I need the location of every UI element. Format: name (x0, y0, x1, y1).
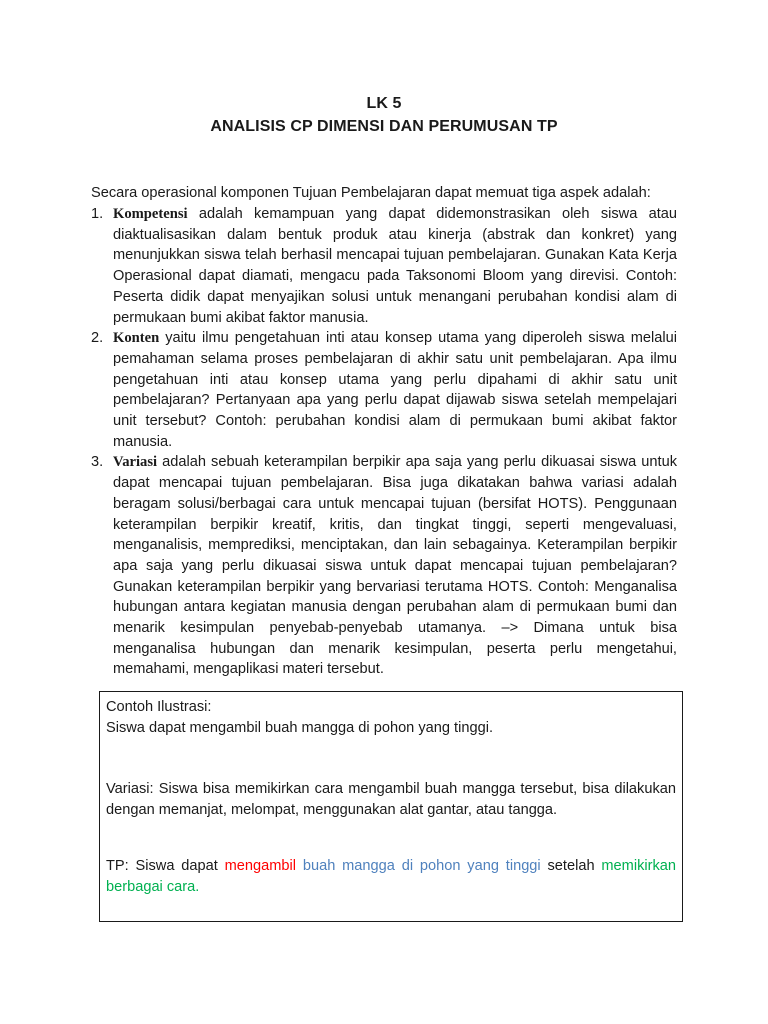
tp-competence: mengambil (224, 857, 297, 874)
list-item-kompetensi (91, 204, 677, 328)
list-item-text (113, 328, 677, 452)
term-kompetensi: Kompetensi (113, 206, 188, 222)
illustration-tp (106, 856, 676, 897)
spacer (106, 821, 676, 856)
tp-content: buah mangga di pohon yang tinggi (302, 857, 541, 874)
aspect-list (91, 204, 677, 680)
term-variasi: Variasi (113, 454, 158, 471)
illustration-variation: Variasi: Siswa bisa memikirkan cara mengambil buah mangga tersebut, bisa dilakukan dengan memanjat, melompat, menggunakan alat gantar, atau tangga. (106, 781, 676, 819)
list-number: 2. (91, 330, 104, 347)
definition-variasi: adalah sebuah keterampilan berpikir apa saja yang perlu dikuasai siswa untuk dapat mencapai tujuan pembelajaran. Bisa juga dikatakan bahwa variasi adalah beragam solusi/berbagai cara untuk mencapai tujuan (bersifat HOTS). Penggunaan keterampilan berpikir kreatif, kritis, dan tingkat tinggi, seperti mengevaluasi, menganalisis, memprediksi, menciptakan, dan lain sebagainya. Keterampilan berpikir apa saja yang perlu dikuasai siswa untuk dapat mencapai tujuan pembelajaran? Gunakan keterampilan berpikir yang bervariasi terutama HOTS. Contoh: Menganalisa hubungan antara kegiatan manusia dengan perubahan alam di permukaan bumi dan menarik kesimpulan penyebab-penyebab utamanya. –> Dimana untuk bisa menganalisa hubungan dan menarik kesimpulan, peserta perlu mengetahui, memahami, mengaplikasi materi tersebut. (113, 454, 678, 678)
list-item-text (113, 204, 677, 328)
definition-konten: yaitu ilmu pengetahuan inti atau konsep utama yang diperoleh siswa melalui pemahaman selama proses pembelajaran di akhir satu unit pembelajaran. Apa ilmu pengetahuan inti atau konsep utama yang perlu dipahami di akhir satu unit pembelajaran? Pertanyaan apa yang perlu dapat dijawab siswa setelah mempelajari unit tersebut? Contoh: perubahan kondisi alam di permukaan bumi akibat faktor manusia. (113, 330, 677, 450)
illustration-example: Siswa dapat mengambil buah mangga di pohon yang tinggi. (106, 719, 493, 736)
illustration-heading: Contoh Ilustrasi: (106, 699, 212, 715)
spacer (106, 738, 676, 779)
list-item-text (113, 452, 677, 680)
tp-prefix: TP: Siswa dapat (106, 857, 225, 874)
definition-kompetensi: adalah kemampuan yang dapat didemonstrasikan oleh siswa atau diaktualisasikan dalam bentuk produk atau kinerja (abstrak dan konkret) yang menunjukkan siswa telah berhasil mencapai tujuan pembelajaran. Gunakan Kata Kerja Operasional dapat diamati, mengacu pada Taksonomi Bloom yang direvisi. Contoh: Peserta didik dapat menyajikan solusi untuk menangani perubahan kondisi alam di permukaan bumi akibat faktor manusia. (113, 206, 677, 326)
tp-connector: setelah (540, 857, 602, 874)
list-item-konten (91, 328, 677, 452)
tp-variation: memikirkan berbagai cara. (106, 857, 676, 895)
list-number: 1. (91, 206, 104, 222)
list-item-variasi (91, 452, 677, 680)
intro-paragraph: Secara operasional komponen Tujuan Pembelajaran dapat memuat tiga aspek adalah: (91, 185, 651, 201)
term-konten: Konten (113, 330, 160, 347)
list-number: 3. (91, 454, 104, 471)
illustration-box (99, 691, 683, 922)
document-subtitle: ANALISIS CP DIMENSI DAN PERUMUSAN TP (210, 118, 558, 135)
document-title: LK 5 (366, 95, 402, 112)
tp-space (296, 858, 303, 874)
